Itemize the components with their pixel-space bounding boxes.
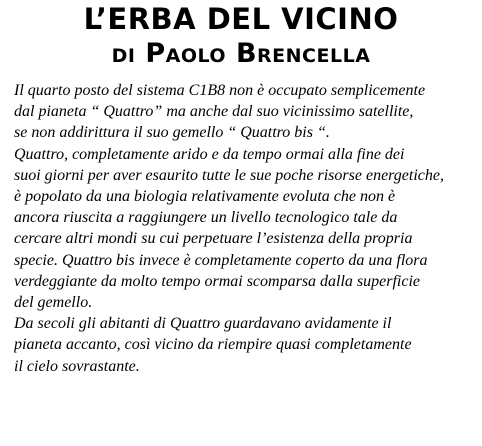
body-line: Quattro, completamente arido e da tempo ormai alla fine dei [14, 145, 405, 163]
body-line: Il quarto posto del sistema C1B8 non è occupato semplicemente [14, 82, 426, 99]
body-line: ancora riuscita a raggiungere un livello tecnologico tale da [14, 209, 398, 227]
body-line: del gemello. [14, 294, 93, 312]
body-line: Da secoli gli abitanti di Quattro guardavano avidamente il [14, 315, 392, 333]
body-line: dal pianeta “ Quattro” ma anche dal suo vicinissimo satellite, [14, 103, 414, 121]
document-title: L’ERBA DEL VICINO [83, 2, 399, 36]
body-line: il cielo sovrastante. [14, 357, 140, 375]
body-line: specie. Quattro bis invece è completamente coperto da una flora [14, 251, 428, 269]
body-line: verdeggiante da molto tempo ormai scomparsa dalla superficie [14, 272, 421, 290]
document-author: di Paolo Brencella [111, 38, 371, 69]
body-line: suoi giorni per aver esaurito tutte le sue poche risorse energetiche, [14, 166, 444, 184]
body-line: pianeta accanto, così vicino da riempire quasi completamente [14, 336, 412, 354]
body-line: è popolato da una biologia relativamente evoluta che non è [14, 188, 396, 206]
document-body [14, 80, 480, 377]
body-line: se non addirittura il suo gemello “ Quattro bis “. [14, 124, 330, 142]
body-line: cercare altri mondi su cui perpetuare l’esistenza della propria [14, 230, 413, 248]
